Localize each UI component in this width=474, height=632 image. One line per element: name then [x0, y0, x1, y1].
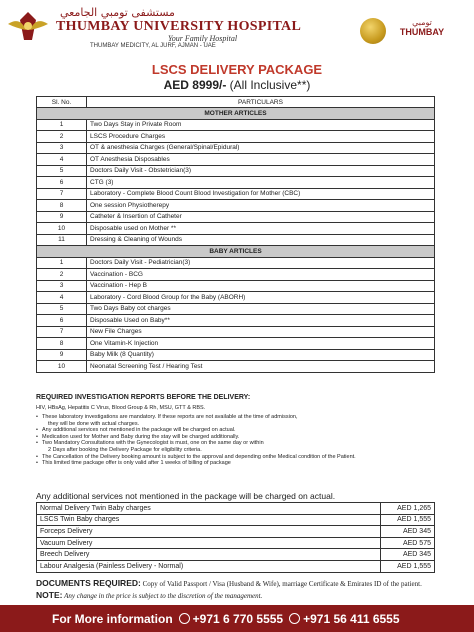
brand-name: THUMBAY	[399, 27, 445, 37]
row-particular: Two Days Stay in Private Room	[87, 119, 435, 131]
requirements-title: REQUIRED INVESTIGATION REPORTS BEFORE THE DELIVERY:	[36, 394, 251, 401]
table-row	[37, 349, 435, 361]
documents-required	[36, 578, 456, 588]
row-number: 6	[37, 315, 87, 327]
table-row	[37, 211, 435, 223]
brand-logo	[392, 18, 452, 37]
table-row	[37, 292, 435, 304]
table-row	[37, 361, 435, 373]
note-item: • Medication used for Mother and Baby during the stay will be charged additionally.	[36, 434, 436, 441]
service-price: AED 1,555	[381, 560, 435, 572]
row-particular: Dressing & Cleaning of Wounds	[87, 234, 435, 246]
table-row	[37, 142, 435, 154]
row-number: 3	[37, 280, 87, 292]
row-number: 11	[37, 234, 87, 246]
row-number: 2	[37, 131, 87, 143]
service-label: Forceps Delivery	[37, 526, 381, 538]
row-particular: New File Charges	[87, 326, 435, 338]
header	[0, 0, 474, 52]
note-item: • These laboratory investigations are mandatory. If these reports are not available at the time of admission,	[36, 414, 436, 421]
mother-section-heading	[37, 108, 435, 120]
whatsapp-icon	[289, 613, 300, 624]
row-particular: Laboratory - Complete Blood Count Blood Investigation for Mother (CBC)	[87, 188, 435, 200]
documents-label: DOCUMENTS REQUIRED:	[36, 578, 141, 588]
package-price: AED 8999/-	[163, 78, 227, 92]
gold-seal-icon	[360, 18, 386, 44]
table-row	[37, 223, 435, 235]
section-title: BABY ARTICLES	[37, 246, 435, 258]
footer-whatsapp[interactable]: +971 56 411 6555	[303, 611, 400, 626]
table-row	[37, 560, 435, 572]
hospital-address: THUMBAY MEDICITY, AL JURF, AJMAN - UAE	[90, 43, 216, 49]
note-item: • This limited time package offer is only valid after 1 weeks of billing of package	[36, 460, 436, 467]
service-price: AED 1,555	[381, 514, 435, 526]
package-title: LSCS DELIVERY PACKAGE	[151, 62, 323, 77]
row-particular: Vaccination - BCG	[87, 269, 435, 281]
package-table	[36, 96, 435, 373]
row-number: 9	[37, 211, 87, 223]
package-price-note: (All Inclusive**)	[229, 78, 311, 92]
documents-text: Copy of Valid Passport / Visa (Husband & Wife), marriage Certificate & Emirates ID of the patient.	[142, 580, 422, 588]
brand-arabic: تومبي	[412, 18, 432, 27]
row-particular: Two Days Baby cot charges	[87, 303, 435, 315]
hospital-name: THUMBAY UNIVERSITY HOSPITAL	[56, 19, 302, 34]
service-label: Labour Analgesia (Painless Delivery - Normal)	[37, 560, 381, 572]
table-row	[37, 188, 435, 200]
table-row	[37, 326, 435, 338]
price-note	[36, 590, 456, 600]
table-header-row	[37, 97, 435, 108]
table-row	[37, 177, 435, 189]
table-row	[37, 200, 435, 212]
row-particular: Disposable Used on Baby**	[87, 315, 435, 327]
service-label: Vacuum Delivery	[37, 537, 381, 549]
row-number: 1	[37, 119, 87, 131]
row-number: 8	[37, 200, 87, 212]
requirements-tests: HIV, HBsAg, Hepatitis C Virus, Blood Group & Rh, MSU, GTT & RBS.	[36, 405, 206, 411]
hospital-tagline: Your Family Hospital	[168, 34, 238, 43]
note-item: 2 Days after booking the Delivery Package for eligibility criteria.	[48, 446, 202, 453]
table-row	[37, 537, 435, 549]
row-particular: Disposable used on Mother **	[87, 223, 435, 235]
row-particular: Vaccination - Hep B	[87, 280, 435, 292]
row-number: 10	[37, 223, 87, 235]
note-item: they will be done with actual charges.	[48, 420, 140, 427]
table-row	[37, 280, 435, 292]
row-number: 6	[37, 177, 87, 189]
row-particular: Baby Milk (8 Quantity)	[87, 349, 435, 361]
table-row	[37, 338, 435, 350]
section-title: MOTHER ARTICLES	[37, 108, 435, 120]
row-number: 7	[37, 188, 87, 200]
service-label: Breech Delivery	[37, 549, 381, 561]
row-particular: Catheter & Insertion of Catheter	[87, 211, 435, 223]
baby-section-heading	[37, 246, 435, 258]
note-item: • Two Mandatory Consultations with the Gynecologist is must, one on the same day or within	[36, 440, 436, 447]
table-row	[37, 303, 435, 315]
column-header-sl: Sl. No.	[37, 97, 87, 108]
row-particular: Neonatal Screening Test / Hearing Test	[87, 361, 435, 373]
row-particular: OT & anesthesia Charges (General/Spinal/Epidural)	[87, 142, 435, 154]
hospital-crest-icon	[6, 10, 50, 46]
requirements-notes	[36, 414, 436, 467]
row-number: 4	[37, 154, 87, 166]
service-price: AED 345	[381, 549, 435, 561]
row-number: 5	[37, 303, 87, 315]
table-row	[37, 154, 435, 166]
package-price-line	[0, 78, 474, 92]
row-number: 7	[37, 326, 87, 338]
service-label: LSCS Twin Baby charges	[37, 514, 381, 526]
service-price: AED 575	[381, 537, 435, 549]
table-row	[37, 165, 435, 177]
row-particular: CTG (3)	[87, 177, 435, 189]
note-item: • Any additional services not mentioned in the package will be charged on actual.	[36, 427, 436, 434]
row-number: 8	[37, 338, 87, 350]
row-particular: Laboratory - Cord Blood Group for the Baby (ABORH)	[87, 292, 435, 304]
row-particular: One Vitamin-K Injection	[87, 338, 435, 350]
note-label: NOTE:	[36, 590, 63, 600]
table-row	[37, 315, 435, 327]
table-row	[37, 526, 435, 538]
row-particular: One session Physiotherepy	[87, 200, 435, 212]
note-text: Any change in the price is subject to the discretion of the management.	[64, 592, 263, 600]
row-number: 10	[37, 361, 87, 373]
additional-services-heading: Any additional services not mentioned in the package will be charged on actual.	[36, 491, 336, 501]
row-particular: Doctors Daily Visit - Obstetrician(3)	[87, 165, 435, 177]
row-particular: LSCS Procedure Charges	[87, 131, 435, 143]
row-number: 4	[37, 292, 87, 304]
row-particular: Doctors Daily Visit - Pediatrician(3)	[87, 257, 435, 269]
table-row	[37, 131, 435, 143]
footer-bar	[0, 605, 474, 632]
table-row	[37, 503, 435, 515]
note-item: • The Cancellation of the Delivery booking amount is subject to the approval and depending onthe Medical condition of the Patient.	[36, 454, 436, 461]
table-row	[37, 257, 435, 269]
table-row	[37, 234, 435, 246]
row-number: 9	[37, 349, 87, 361]
row-number: 2	[37, 269, 87, 281]
row-number: 3	[37, 142, 87, 154]
row-number: 5	[37, 165, 87, 177]
column-header-particulars: PARTICULARS	[87, 97, 435, 108]
table-row	[37, 119, 435, 131]
footer-phone[interactable]: +971 6 770 5555	[192, 611, 284, 626]
service-label: Normal Delivery Twin Baby charges	[37, 503, 381, 515]
row-number: 1	[37, 257, 87, 269]
table-row	[37, 269, 435, 281]
service-price: AED 345	[381, 526, 435, 538]
service-price: AED 1,265	[381, 503, 435, 515]
table-row	[37, 549, 435, 561]
row-particular: OT Anesthesia Disposables	[87, 154, 435, 166]
footer-label: For More information	[52, 611, 173, 626]
table-row	[37, 514, 435, 526]
arabic-hospital-name: مستشفى تومبي الجامعي	[60, 6, 175, 19]
additional-services-table	[36, 502, 435, 573]
phone-icon	[179, 613, 190, 624]
